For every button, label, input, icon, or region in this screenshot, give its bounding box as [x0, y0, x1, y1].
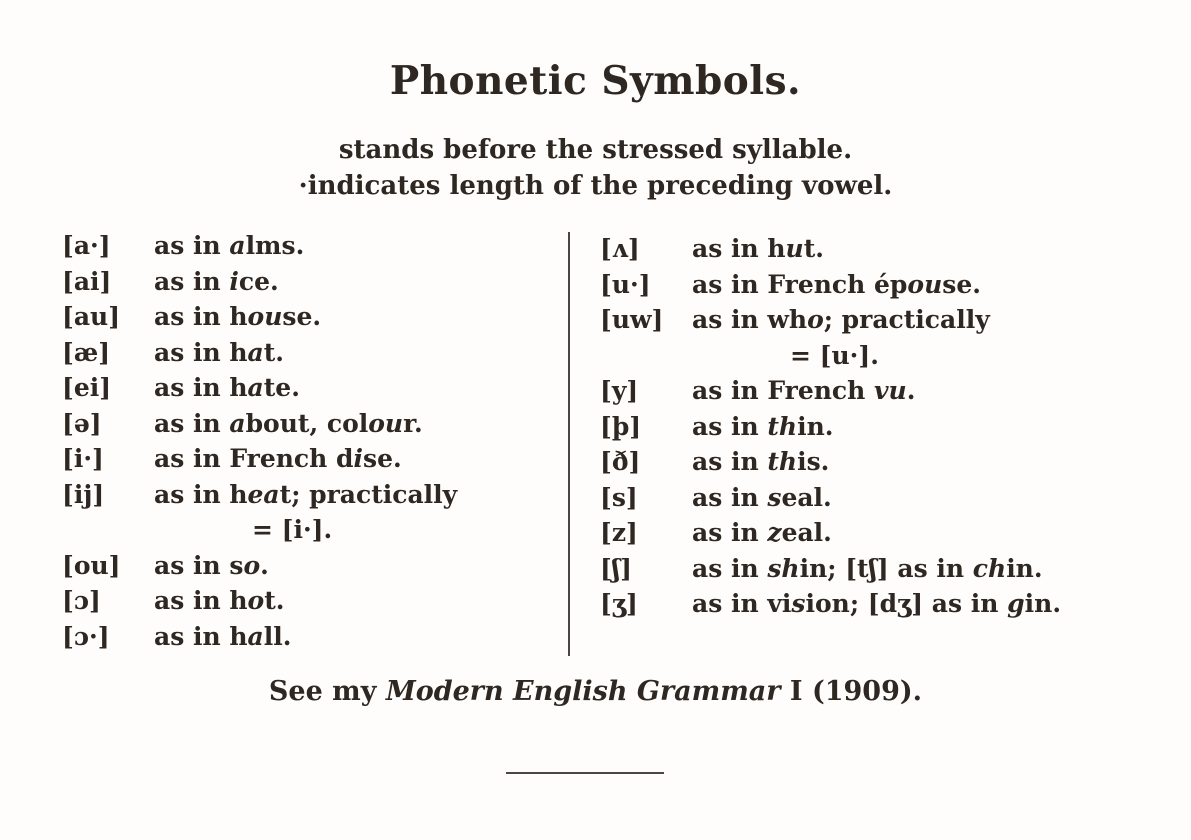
example-highlight: a	[229, 408, 246, 438]
symbol-row	[600, 373, 1160, 409]
symbol-row	[600, 302, 1160, 338]
continuation-text: = [i·].	[252, 515, 333, 544]
symbol-row	[62, 228, 542, 264]
phonetic-symbol: [ʃ]	[600, 553, 632, 583]
example-description	[154, 228, 304, 264]
phonetic-symbol: [i·]	[62, 444, 104, 473]
symbol-row	[600, 480, 1160, 516]
phonetic-symbol: [ij]	[62, 479, 105, 509]
symbol-row	[600, 338, 1160, 374]
phonetic-symbol: [au]	[62, 302, 121, 331]
phonetic-symbol: [u·]	[600, 269, 651, 299]
example-text: as in	[154, 408, 230, 438]
example-highlight: o	[247, 586, 265, 615]
example-highlight: i	[353, 444, 363, 473]
example-highlight: th	[767, 411, 798, 441]
example-text: t.	[263, 337, 284, 367]
example-text: as in	[154, 266, 230, 296]
example-text: .	[260, 550, 269, 580]
example-text: as in h	[154, 586, 248, 615]
symbol-row	[600, 409, 1160, 445]
symbol-row	[600, 515, 1160, 551]
example-description	[154, 583, 284, 619]
phonetic-symbol: [ʌ]	[600, 234, 640, 263]
reference-prefix: See my	[268, 676, 386, 707]
reference-suffix: I (1909).	[780, 676, 923, 707]
example-description	[154, 477, 457, 513]
example-text: as in French	[692, 376, 875, 405]
example-description	[692, 586, 1061, 622]
phonetic-symbol: [ə]	[62, 408, 102, 438]
example-description	[692, 267, 981, 303]
example-highlight: o	[243, 550, 261, 580]
example-description	[692, 409, 833, 445]
example-text: .	[906, 376, 916, 405]
example-highlight: ea	[247, 479, 280, 509]
example-highlight: ou	[247, 302, 283, 331]
example-description	[154, 264, 279, 300]
phonetic-symbol: [a·]	[62, 231, 111, 260]
phonetic-symbol: [z]	[600, 518, 638, 547]
phonetic-symbol: [þ]	[600, 411, 642, 441]
example-description	[154, 299, 321, 335]
example-description	[692, 231, 824, 267]
reference-book-title: Modern English Grammar	[385, 676, 781, 707]
symbol-row	[62, 512, 542, 548]
example-highlight: a	[229, 231, 246, 260]
example-description	[692, 480, 832, 516]
symbol-row	[62, 264, 542, 300]
example-highlight: th	[767, 447, 798, 476]
example-highlight: ch	[972, 553, 1007, 583]
example-highlight: s	[791, 589, 806, 618]
example-text: bout, col	[245, 408, 369, 438]
example-text: as in	[692, 447, 768, 476]
example-text: in; [tʃ] as in	[799, 553, 973, 583]
example-highlight: sh	[767, 553, 800, 583]
closing-rule	[506, 772, 664, 774]
example-text: t; practically	[279, 479, 458, 509]
phonetic-symbol: [ei]	[62, 373, 112, 402]
example-description	[154, 619, 291, 655]
symbol-row	[600, 267, 1160, 303]
example-description	[154, 370, 300, 406]
example-text: eal.	[781, 518, 832, 547]
symbol-row	[62, 335, 542, 371]
example-text: lms.	[245, 231, 305, 260]
symbol-row	[62, 477, 542, 513]
example-text: as in h	[692, 234, 786, 263]
example-highlight: a	[247, 337, 264, 367]
symbol-row	[62, 406, 542, 442]
symbol-row	[62, 441, 542, 477]
page-title: Phonetic Symbols.	[389, 58, 802, 104]
example-text: ; practically	[823, 305, 990, 334]
phonetic-symbol: [ɔ]	[62, 586, 101, 615]
example-highlight: a	[247, 373, 264, 402]
stress-note: stands before the stressed syllable.	[338, 135, 853, 165]
symbol-row	[600, 586, 1160, 622]
phonetic-symbol: [uw]	[600, 305, 664, 334]
example-highlight: u	[785, 234, 804, 263]
example-description	[692, 515, 832, 551]
continuation-text: = [u·].	[790, 340, 879, 370]
example-highlight: i	[229, 266, 239, 296]
example-description	[692, 373, 915, 409]
example-text: se.	[363, 444, 402, 473]
column-divider	[568, 232, 570, 656]
symbol-row	[600, 444, 1160, 480]
example-description	[154, 441, 402, 477]
example-description	[692, 551, 1043, 587]
example-text: in.	[797, 411, 834, 441]
example-text: is.	[797, 447, 830, 476]
example-description	[154, 406, 423, 442]
symbol-row	[600, 231, 1160, 267]
example-description	[154, 548, 269, 584]
phonetic-symbol: [ð]	[600, 447, 641, 476]
example-text: in.	[1006, 553, 1043, 583]
notes	[0, 132, 1191, 204]
example-text: as in h	[154, 337, 248, 367]
example-text: ion; [dʒ] as in	[805, 589, 1008, 618]
phonetic-symbol: [ou]	[62, 550, 121, 580]
example-text: ce.	[238, 266, 279, 296]
phonetic-symbol: [s]	[600, 482, 638, 512]
symbol-row	[62, 299, 542, 335]
example-text: as in	[692, 411, 768, 441]
example-text: as in h	[154, 373, 248, 402]
example-text: as in	[692, 553, 768, 583]
example-text: se.	[282, 302, 322, 331]
phonetic-symbol: [y]	[600, 376, 639, 405]
example-highlight: g	[1007, 589, 1025, 618]
example-text: te.	[263, 373, 300, 402]
example-highlight: o	[807, 305, 824, 334]
example-description	[154, 335, 284, 371]
example-text: se.	[942, 269, 981, 299]
example-text: eal.	[781, 482, 832, 512]
example-text: in.	[1024, 589, 1062, 618]
phonetic-symbol: [ɔ·]	[62, 621, 110, 651]
symbol-row	[62, 370, 542, 406]
example-text: t.	[803, 234, 824, 263]
length-note: ·indicates length of the preceding vowel.	[298, 171, 893, 201]
example-text: as in French d	[154, 444, 354, 473]
reference-line	[0, 676, 1191, 707]
example-text: as in s	[154, 550, 244, 580]
example-text: as in h	[154, 621, 248, 651]
example-text: r.	[403, 408, 423, 438]
example-text: as in h	[154, 302, 248, 331]
symbol-row	[600, 551, 1160, 587]
symbol-row	[62, 619, 542, 655]
symbol-row	[62, 548, 542, 584]
symbol-row	[62, 583, 542, 619]
phonetic-symbol: [ai]	[62, 266, 112, 296]
example-description	[692, 444, 829, 480]
right-symbol-list	[600, 231, 1160, 622]
example-text: as in vi	[692, 589, 792, 618]
example-text: as in	[692, 518, 768, 547]
example-description	[692, 302, 990, 338]
example-text: as in	[154, 231, 230, 260]
example-highlight: ou	[907, 269, 943, 299]
example-text: as in h	[154, 479, 248, 509]
example-text: as in French ép	[692, 269, 908, 299]
phonetic-symbol: [æ]	[62, 337, 111, 367]
example-highlight: z	[767, 518, 782, 547]
example-highlight: vu	[874, 376, 907, 405]
left-symbol-list	[62, 228, 542, 654]
example-text: as in wh	[692, 305, 808, 334]
example-text: ll.	[263, 621, 292, 651]
example-highlight: s	[767, 482, 782, 512]
example-highlight: ou	[368, 408, 404, 438]
phonetic-symbol: [ʒ]	[600, 589, 638, 618]
example-text: t.	[264, 586, 285, 615]
example-text: as in	[692, 482, 768, 512]
example-highlight: a	[247, 621, 264, 651]
